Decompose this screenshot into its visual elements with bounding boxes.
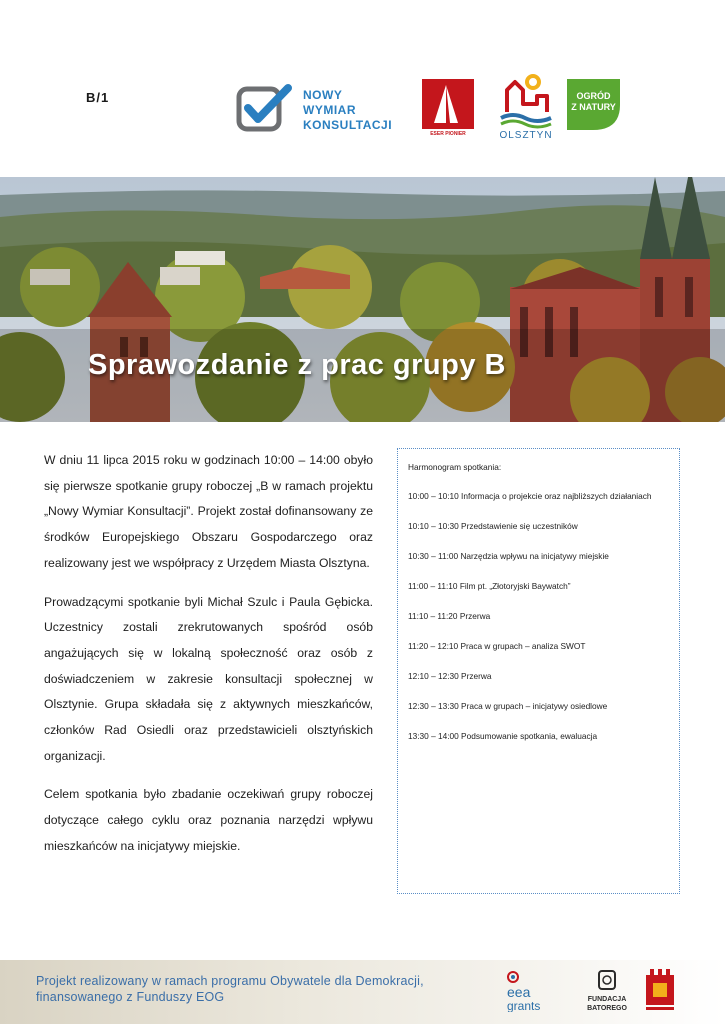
schedule-item: 10:30 – 11:00 Narzędzia wpływu na inicjatywy miejskie — [408, 551, 609, 561]
olsztyn-panorama-image — [0, 177, 725, 422]
funding-footer — [0, 960, 725, 1024]
nowy-wymiar-konsultacji-logo — [236, 84, 406, 136]
schedule-item: 11:10 – 11:20 Przerwa — [408, 611, 491, 621]
paragraph-goal: Celem spotkania było zbadanie oczekiwań grupy roboczej dotyczące całego cyklu oraz poznania narzędzi wpływu mieszkańców na inicjatywy miejskie. — [44, 787, 373, 853]
schedule-item: 12:30 – 13:30 Praca w grupach – inicjatywy osiedlowe — [408, 701, 608, 711]
city-crest-logo-icon — [644, 967, 676, 1013]
meeting-schedule-box — [397, 448, 680, 894]
schedule-item: 11:00 – 11:10 Film pt. „Złotoryjski Baywatch” — [408, 581, 571, 591]
schedule-item: 10:10 – 10:30 Przedstawienie się uczestników — [408, 521, 578, 531]
checkmark-logo-icon — [236, 84, 292, 134]
eea-grants-logo-icon — [503, 967, 563, 1012]
olsztyn-logo-icon — [497, 72, 555, 130]
schedule-item: 11:20 – 12:10 Praca w grupach – analiza SWOT — [408, 641, 586, 651]
schedule-item: 12:10 – 12:30 Przerwa — [408, 671, 492, 681]
schedule-heading: Harmonogram spotkania: — [408, 462, 502, 472]
ogrod-z-natury-logo: OGRÓD Z NATURY — [563, 75, 624, 134]
svg-text:eea: eea — [507, 984, 531, 1000]
hero-banner — [0, 177, 725, 422]
schedule-item: 13:30 – 14:00 Podsumowanie spotkania, ewaluacja — [408, 731, 598, 741]
svg-text:FUNDACJA: FUNDACJA — [587, 996, 627, 1003]
eser-pionier-logo: ESER PIONIER — [420, 79, 476, 141]
svg-text:BATOREGO: BATOREGO — [587, 1005, 627, 1012]
schedule-item: 10:00 – 10:10 Informacja o projekcie oraz najbliższych działaniach — [408, 491, 652, 501]
paragraph-intro: W dniu 11 lipca 2015 roku w godzinach 10:00 – 14:00 obyło się pierwsze spotkanie grupy roboczej „B w ramach projektu „Nowy Wymiar Konsultacji”. Projekt został dofinansowany ze środków Europejskiego Obszaru Gospodarczego oraz realizowany jest we współpracy z Urzędem Miasta Olsztyna. — [44, 453, 373, 570]
svg-text:grants: grants — [507, 999, 541, 1012]
nowy-wymiar-text: NOWY WYMIAR KONSULTACJI — [303, 88, 393, 132]
fundacja-batorego-logo-icon — [586, 969, 628, 1013]
page-code: B/1 — [86, 90, 110, 105]
report-title: Sprawozdanie z prac grupy B — [88, 349, 506, 381]
report-body — [44, 448, 373, 873]
olsztyn-logo: OLSZTYN — [497, 72, 555, 142]
funding-statement: Projekt realizowany w ramach programu Obywatele dla Demokracji, finansowanego z Funduszy EOG — [36, 974, 424, 1004]
eser-sail-logo-icon — [420, 79, 476, 131]
paragraph-participants: Prowadzącymi spotkanie byli Michał Szulc i Paula Gębicka. Uczestnicy zostali zrekrutowanych spośród osób angażujących się w lokalną społeczność oraz osób z doświadczeniem w zakresie konsultacji społecznej w Olsztynie. Grupa składała się z aktywnych mieszkańców, członków Rad Osiedli oraz przedstawicieli olsztyńskich organizacji. — [44, 594, 373, 763]
